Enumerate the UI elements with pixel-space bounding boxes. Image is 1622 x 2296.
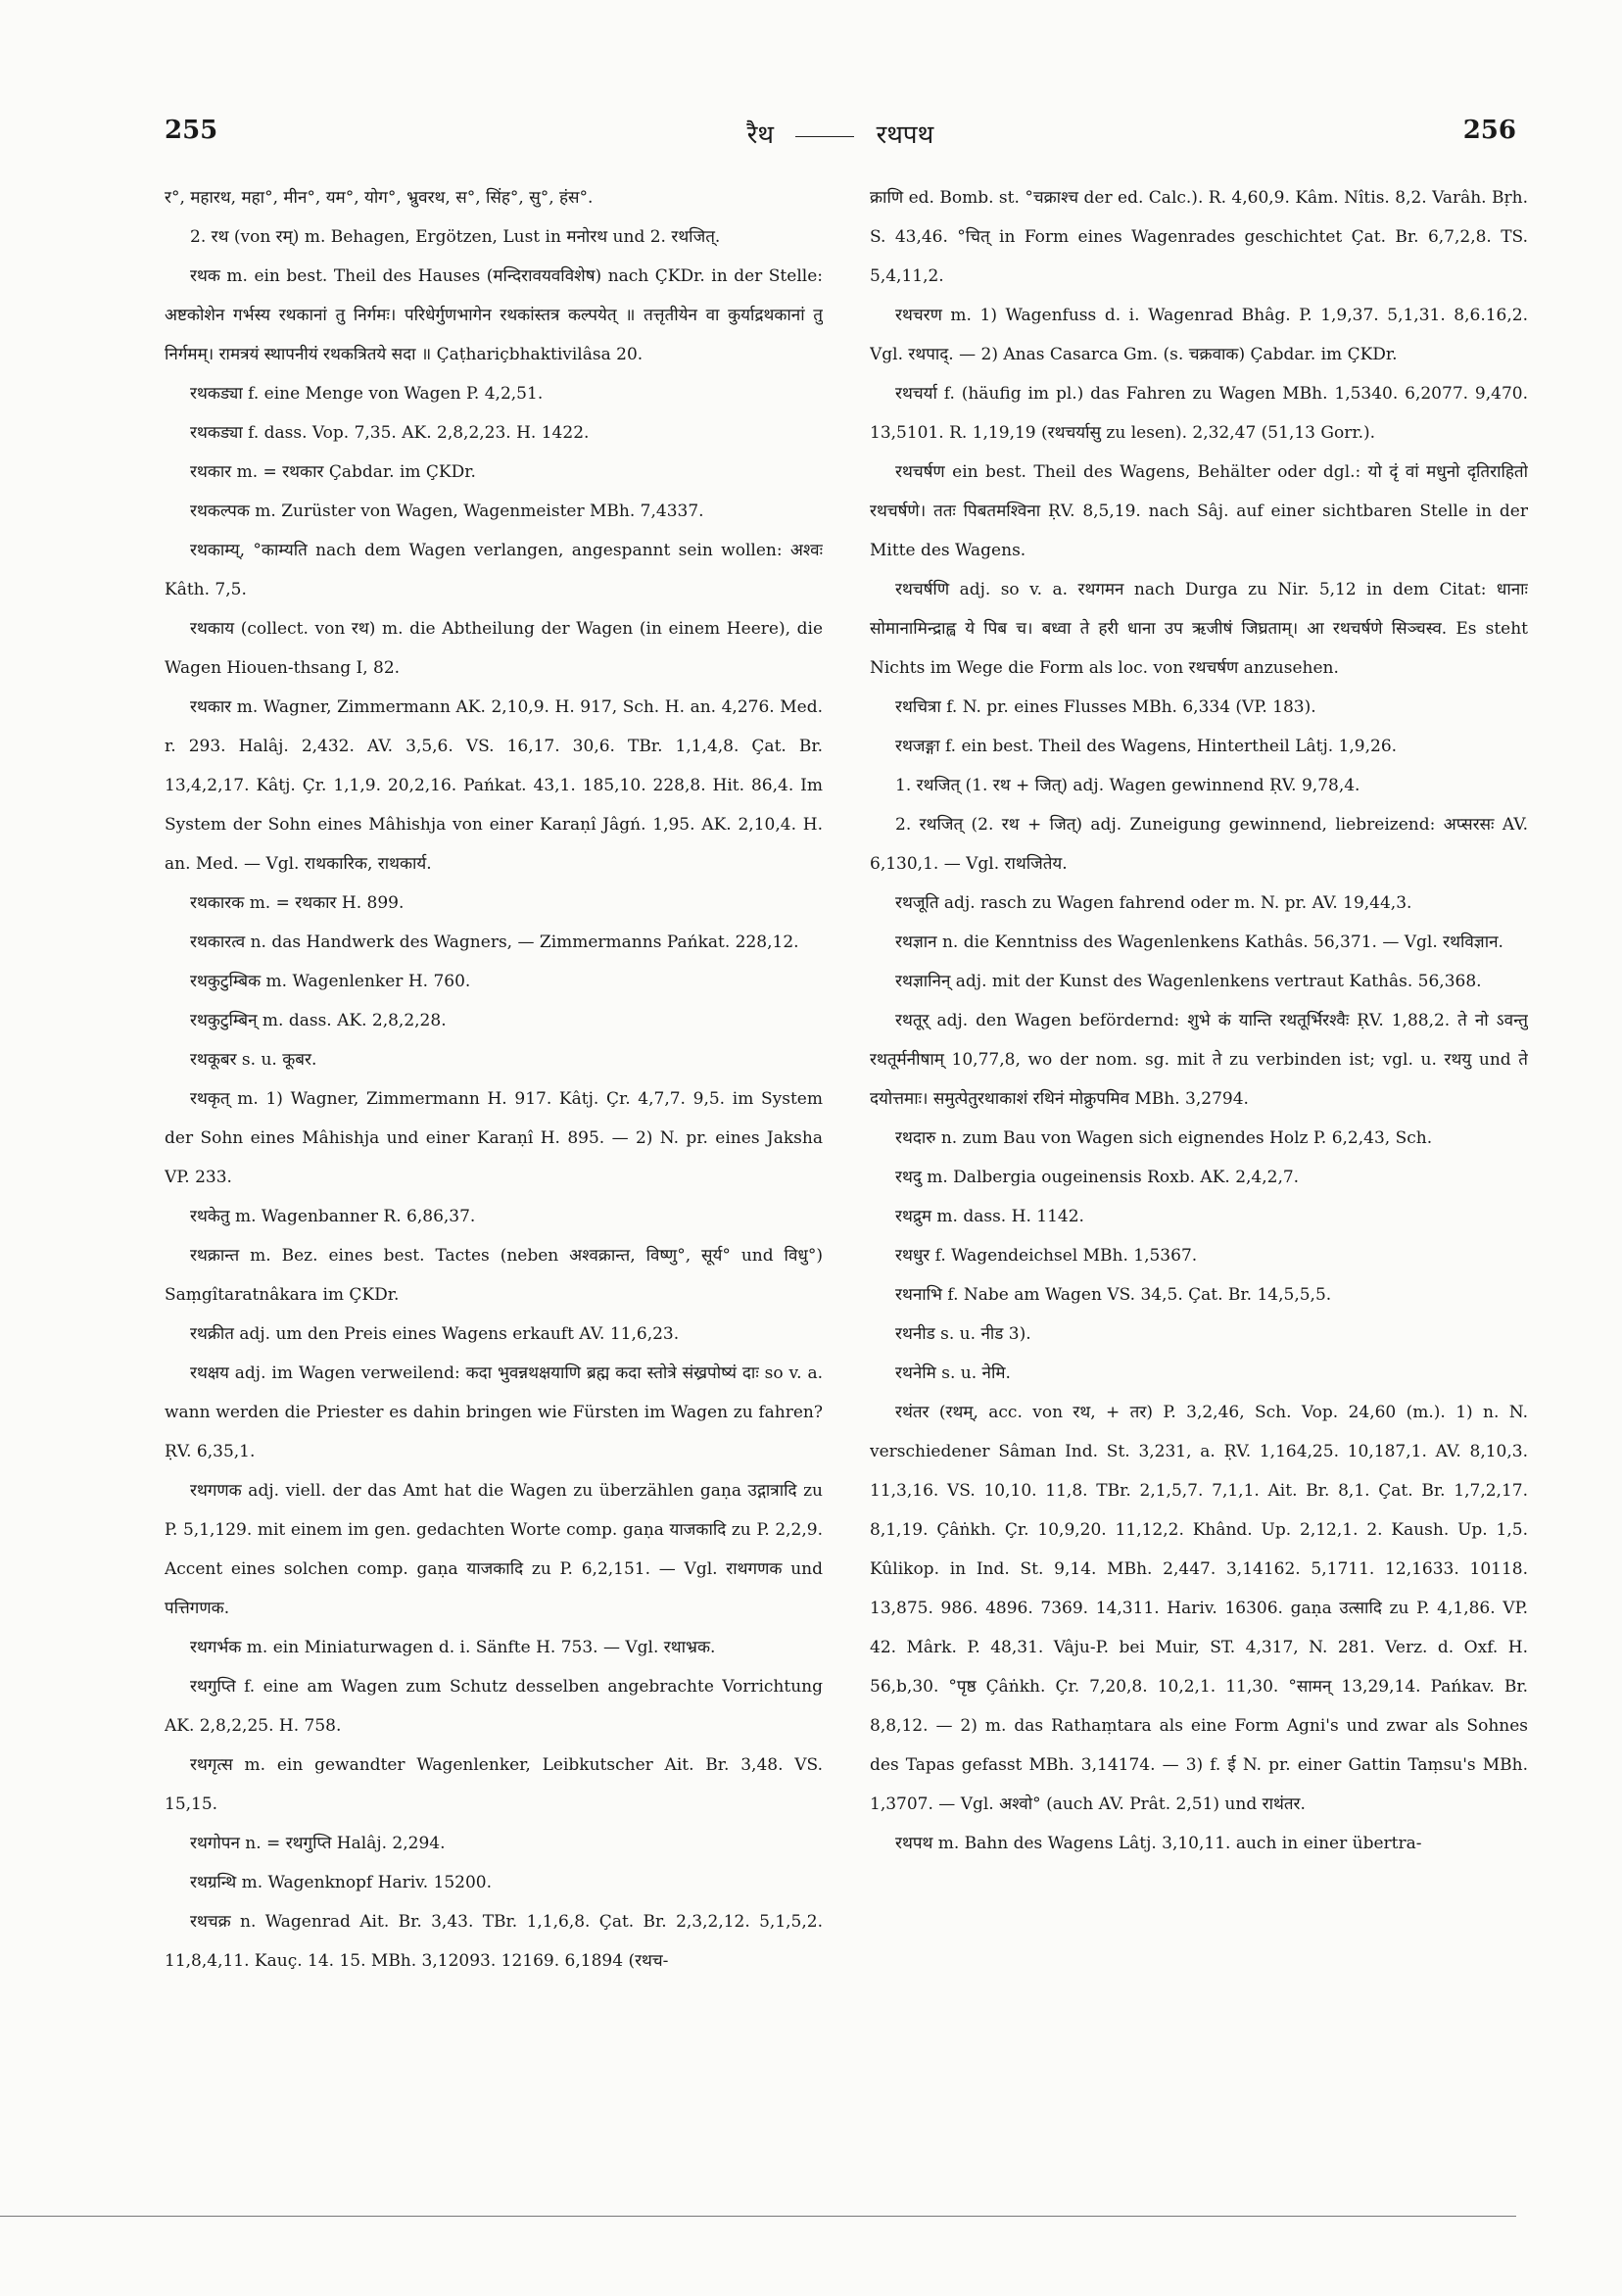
- dictionary-entry: रथकाम्य्, °काम्यति nach dem Wagen verlangen, angespannt sein wollen: अश्वः Kâth. 7,5.: [165, 541, 823, 599]
- dictionary-entry: रथदु m. Dalbergia ougeinensis Roxb. AK. 2,4,2,7.: [895, 1168, 1300, 1187]
- dictionary-entry: रथचित्रा f. N. pr. eines Flusses MBh. 6,334 (VP. 183).: [895, 697, 1316, 717]
- dictionary-entry: रथनेमि s. u. नेमि.: [895, 1363, 1011, 1383]
- dictionary-entry: रथचरण m. 1) Wagenfuss d. i. Wagenrad Bhâg. P. 1,9,37. 5,1,31. 8,6.16,2. Vgl. रथपाद्. — 2) Anas Casarca Gm. (s. चक्रवाक) Çabdar. im ÇKDr.: [870, 306, 1528, 364]
- page-number-left: 255: [165, 116, 218, 145]
- dictionary-entry: रथगोपन n. = रथगुप्ति Halâj. 2,294.: [190, 1834, 446, 1853]
- dictionary-entry: रथकुटुम्बिन् m. dass. AK. 2,8,2,28.: [190, 1011, 447, 1030]
- page-header: [165, 116, 1516, 155]
- dictionary-entry: र°, महारथ, महा°, मीन°, यम°, योग°, भ्रुवरथ, स°, सिंह°, सु°, हंस°.: [165, 188, 594, 208]
- dictionary-entry: रथकेतु m. Wagenbanner R. 6,86,37.: [190, 1207, 476, 1226]
- dictionary-entry: रथकारत्व n. das Handwerk des Wagners, — Zimmermanns Pańkat. 228,12.: [190, 933, 799, 952]
- dictionary-entry: रथकड्या f. dass. Vop. 7,35. AK. 2,8,2,23. H. 1422.: [190, 423, 590, 443]
- running-headwords: [165, 116, 1516, 151]
- dictionary-entry: रथकृत् m. 1) Wagner, Zimmermann H. 917. Kâtj. Çr. 4,7,7. 9,5. im System der Sohn eines Mâhishja und einer Karaṇî H. 895. — 2) N. pr. eines Jaksha VP. 233.: [165, 1089, 823, 1187]
- headword-last: रथपथ: [876, 120, 934, 150]
- headword-first: रैथ: [746, 120, 775, 150]
- dictionary-entry: रथकाय (collect. von रथ) m. die Abtheilung der Wagen (in einem Heere), die Wagen Hiouen-thsang I, 82.: [165, 619, 823, 678]
- dictionary-entry: रथक्रीत adj. um den Preis eines Wagens erkauft AV. 11,6,23.: [190, 1324, 680, 1344]
- dictionary-entry: रथनीड s. u. नीड 3).: [895, 1324, 1031, 1344]
- dictionary-entry: रथक m. ein best. Theil des Hauses (मन्दिरावयवविशेष) nach ÇKDr. in der Stelle: अष्टकोशेन गर्भस्य रथकानां तु निर्गमः। परिधेर्गुणभागेन रथकांस्तत्र कल्पयेत् ॥ तत्तृतीयेन वा कुर्याद्रथकानां तु निर्गमम्। रामत्रयं स्थापनीयं रथकत्रितये सदा ॥ Çaṭhariçbhaktivilâsa 20.: [165, 266, 823, 364]
- dictionary-entry: रथकल्पक m. Zurüster von Wagen, Wagenmeister MBh. 7,4337.: [190, 502, 704, 521]
- dictionary-entry: रथकार m. Wagner, Zimmermann AK. 2,10,9. H. 917, Sch. H. an. 4,276. Med. r. 293. Halâj. 2,432. AV. 3,5,6. VS. 16,17. 30,6. TBr. 1,1,4,8. Çat. Br. 13,4,2,17. Kâtj. Çr. 1,1,9. 20,2,16. Pańkat. 43,1. 185,10. 228,8. Hit. 86,4. Im System der Sohn eines Mâhishja von einer Karaṇî Jâgń. 1,95. AK. 2,10,4. H. an. Med. — Vgl. राथकारिक, राथकार्य.: [165, 697, 823, 874]
- dictionary-entry: रथचर्षण ein best. Theil des Wagens, Behälter oder dgl.: यो दृं वां मधुनो दृतिराहितो रथचर्षणे। ततः पिबतमश्विना ṚV. 8,5,19. nach Sâj. auf einer sichtbaren Stelle in der Mitte des Wagens.: [870, 462, 1528, 560]
- footer-rule: [0, 2216, 1516, 2217]
- dictionary-entry: रथज्ञानिन् adj. mit der Kunst des Wagenlenkens vertraut Kathâs. 56,368.: [895, 972, 1482, 991]
- dictionary-entry: रथकार m. = रथकार Çabdar. im ÇKDr.: [190, 462, 476, 482]
- dictionary-entry: 2. रथ (von रम्) m. Behagen, Ergötzen, Lust in मनोरथ und 2. रथजित्.: [190, 227, 721, 247]
- headword-dash: [795, 136, 854, 137]
- dictionary-entry: रथजङ्गा f. ein best. Theil des Wagens, Hintertheil Lâtj. 1,9,26.: [895, 737, 1398, 756]
- dictionary-entry: रथगुप्ति f. eine am Wagen zum Schutz desselben angebrachte Vorrichtung AK. 2,8,2,25. H. 758.: [165, 1677, 823, 1736]
- dictionary-entry: 2. रथजित् (2. रथ + जित्) adj. Zuneigung gewinnend, liebreizend: अप्सरसः AV. 6,130,1. — Vgl. राथजितेय.: [870, 815, 1528, 874]
- dictionary-entry: रथक्षय adj. im Wagen verweilend: कदा भुवन्नथक्षयाणि ब्रह्म कदा स्तोत्रे संख्रपोष्यं दाः so v. a. wann werden die Priester es dahin bringen wie Fürsten im Wagen zu fahren? ṚV. 6,35,1.: [165, 1363, 823, 1461]
- dictionary-entry: रथचर्षणि adj. so v. a. रथगमन nach Durga zu Nir. 5,12 in dem Citat: धानाः सोमानामिन्द्राह्व ये पिब च। बध्वा ते हरी धाना उप ऋजीषं जिघ्रताम्। आ रथचर्षणे सिञ्चस्व. Es steht Nichts im Wege die Form als loc. von रथचर्षण anzusehen.: [870, 580, 1528, 678]
- dictionary-entry: रथकूबर s. u. कूबर.: [190, 1050, 317, 1070]
- dictionary-entry: रथपथ m. Bahn des Wagens Lâtj. 3,10,11. auch in einer übertra-: [895, 1834, 1422, 1853]
- dictionary-entry: रथधुर f. Wagendeichsel MBh. 1,5367.: [895, 1246, 1198, 1266]
- dictionary-entry: रथकड्या f. eine Menge von Wagen P. 4,2,51.: [190, 384, 544, 404]
- dictionary-entry: रथक्रान्त m. Bez. eines best. Tactes (neben अश्वक्रान्त, विष्णु°, सूर्य° und विधु°) Saṃgîtaratnâkara im ÇKDr.: [165, 1246, 823, 1305]
- dictionary-entry: रथतूर् adj. den Wagen befördernd: शुभे कं यान्ति रथतूर्भिरश्वैः ṚV. 1,88,2. ते नो ऽवन्तु रथतूर्मनीषाम् 10,77,8, wo der nom. sg. mit ते zu verbinden ist; vgl. u. रथयु und ते दयोत्तमाः। समुत्पेतुरथाकाशं रथिनं मोक्रुपमिव MBh. 3,2794.: [870, 1011, 1528, 1109]
- dictionary-entry: रथगर्भक m. ein Miniaturwagen d. i. Sänfte H. 753. — Vgl. रथाभ्रक.: [190, 1638, 716, 1657]
- dictionary-entry: रथचर्या f. (häufig im pl.) das Fahren zu Wagen MBh. 1,5340. 6,2077. 9,470. 13,5101. R. 1,19,19 (रथचर्यासु zu lesen). 2,32,47 (51,13 Gorr.).: [870, 384, 1528, 443]
- dictionary-entry: रथगणक adj. viell. der das Amt hat die Wagen zu überzählen gaṇa उद्गात्रादि zu P. 5,1,129. mit einem im gen. gedachten Worte comp. gaṇa याजकादि zu P. 2,2,9. Accent eines solchen comp. gaṇa याजकादि zu P. 6,2,151. — Vgl. राथगणक und पत्तिगणक.: [165, 1481, 823, 1618]
- dictionary-entry: रथद्रुम m. dass. H. 1142.: [895, 1207, 1084, 1226]
- dictionary-entry: रथगृत्स m. ein gewandter Wagenlenker, Leibkutscher Ait. Br. 3,48. VS. 15,15.: [165, 1755, 823, 1814]
- right-column: [870, 178, 1528, 2118]
- dictionary-entry: रथनाभि f. Nabe am Wagen VS. 34,5. Çat. Br. 14,5,5,5.: [895, 1285, 1332, 1305]
- page-number-right: 256: [1462, 116, 1516, 145]
- dictionary-entry: रथज्ञान n. die Kenntniss des Wagenlenkens Kathâs. 56,371. — Vgl. रथविज्ञान.: [895, 933, 1503, 952]
- dictionary-entry: रथदारु n. zum Bau von Wagen sich eignendes Holz P. 6,2,43, Sch.: [895, 1128, 1433, 1148]
- dictionary-entry: रथंतर (रथम्, acc. von रथ, + तर) P. 3,2,46, Sch. Vop. 24,60 (m.). 1) n. N. verschiedener Sâman Ind. St. 3,231, a. ṚV. 1,164,25. 10,187,1. AV. 8,10,3. 11,3,16. VS. 10,10. 11,8. TBr. 2,1,5,7. 7,1,1. Ait. Br. 8,1. Çat. Br. 1,7,2,17. 8,1,19. Çâṅkh. Çr. 10,9,20. 11,12,2. Khând. Up. 2,12,1. 2. Kaush. Up. 1,5. Kûlikop. in Ind. St. 9,14. MBh. 2,447. 3,14162. 5,1711. 12,1633. 10118. 13,875. 986. 4896. 7369. 14,311. Hariv. 16306. gaṇa उत्सादि zu P. 4,1,86. VP. 42. Mârk. P. 48,31. Vâju-P. bei Muir, ST. 4,317, N. 281. Verz. d. Oxf. H. 56,b,30. °पृष्ठ Çâṅkh. Çr. 7,20,8. 10,2,1. 11,30. °सामन् 13,29,14. Pańkav. Br. 8,8,12. — 2) m. das Rathaṃtara als eine Form Agni's und zwar als Sohnes des Tapas gefasst MBh. 3,14174. — 3) f. ई N. pr. einer Gattin Taṃsu's MBh. 1,3707. — Vgl. अश्वो° (auch AV. Prât. 2,51) und राथंतर.: [870, 1403, 1528, 1814]
- left-column: [165, 178, 823, 2118]
- dictionary-entry: रथग्रन्थि m. Wagenknopf Hariv. 15200.: [190, 1873, 493, 1892]
- dictionary-entry: रथजूति adj. rasch zu Wagen fahrend oder m. N. pr. AV. 19,44,3.: [895, 893, 1412, 913]
- dictionary-entry: रथकुटुम्बिक m. Wagenlenker H. 760.: [190, 972, 471, 991]
- dictionary-entry: 1. रथजित् (1. रथ + जित्) adj. Wagen gewinnend ṚV. 9,78,4.: [895, 776, 1360, 795]
- dictionary-entry: क्राणि ed. Bomb. st. °चक्राश्च der ed. Calc.). R. 4,60,9. Kâm. Nîtis. 8,2. Varâh. Bṛh. S. 43,46. °चित् in Form eines Wagenrades geschichtet Çat. Br. 6,7,2,8. TS. 5,4,11,2.: [870, 188, 1528, 286]
- dictionary-entry: रथचक्र n. Wagenrad Ait. Br. 3,43. TBr. 1,1,6,8. Çat. Br. 2,3,2,12. 5,1,5,2. 11,8,4,11. Kauç. 14. 15. MBh. 3,12093. 12169. 6,1894 (रथच-: [165, 1912, 823, 1971]
- dictionary-entry: रथकारक m. = रथकार H. 899.: [190, 893, 405, 913]
